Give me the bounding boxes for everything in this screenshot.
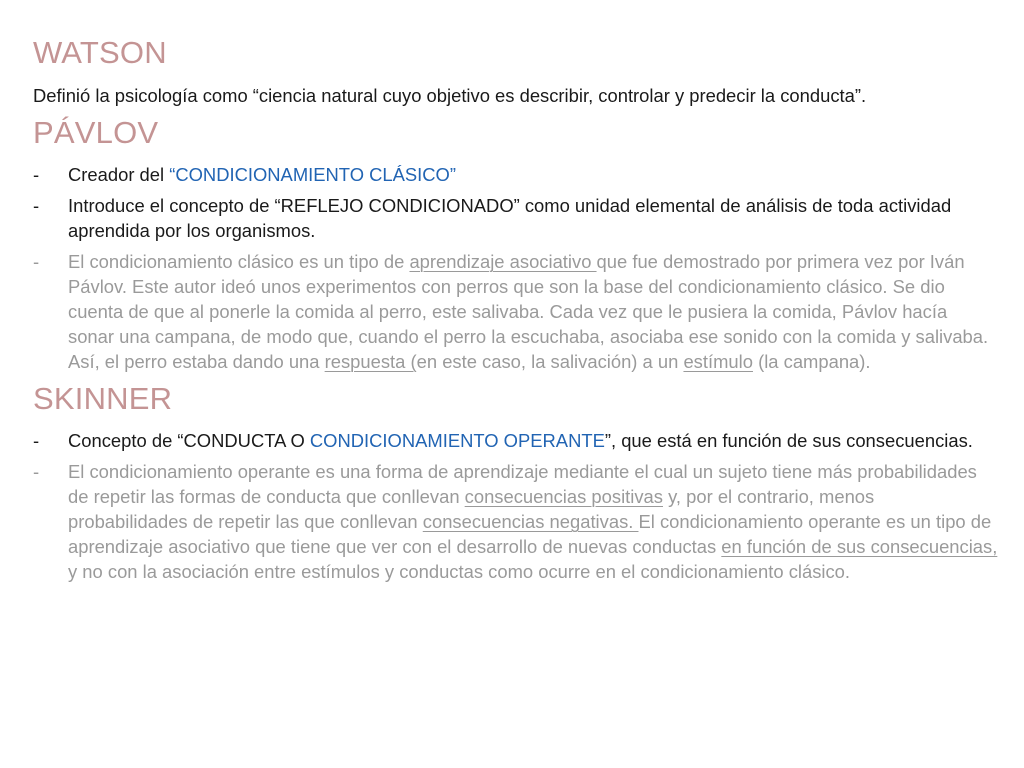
consequences-function-link[interactable]: en función de sus consecuencias, (721, 536, 998, 557)
skinner-concept-text-2: ”, que está en función de sus consecuencias. (604, 430, 973, 451)
bullet-dash: - (33, 251, 40, 272)
negative-consequences-link[interactable]: consecuencias negativas. (422, 511, 639, 532)
classical-conditioning-highlight: “CONDICIONAMIENTO CLÁSICO” (169, 164, 456, 185)
skinner-explanation-text-3: El condicionamiento operante es un tipo de aprendizaje asociativo que tiene que ver con el desarrollo de nuevas conductas (68, 511, 992, 557)
pavlov-reflex-text: Introduce el concepto de “REFLEJO CONDICIONADO” como unidad elemental de análisis de toda actividad aprendida por los organismos. (68, 195, 952, 241)
bullet-dash: - (33, 195, 40, 216)
skinner-explanation-text-1: El condicionamiento operante es una forma de aprendizaje mediante el cual un sujeto tiene más probabilidades de repetir las formas de conducta que conllevan (68, 461, 977, 507)
operant-conditioning-highlight: CONDICIONAMIENTO OPERANTE (309, 430, 605, 451)
bullet-dash: - (33, 430, 40, 451)
section-title-watson: WATSON (33, 35, 167, 70)
skinner-concept-text-1: Concepto de “CONDUCTA O (68, 430, 310, 451)
pavlov-explanation-text-1: El condicionamiento clásico es un tipo de (68, 251, 410, 272)
pavlov-bullet-explanation (33, 249, 998, 374)
pavlov-creator-text: Creador del (68, 164, 170, 185)
section-title-skinner: SKINNER (33, 381, 173, 416)
skinner-bullet-explanation (33, 459, 998, 584)
stimulus-link[interactable]: estímulo (683, 351, 753, 372)
positive-consequences-link[interactable]: consecuencias positivas (464, 486, 663, 507)
pavlov-explanation-text-3: en este caso, la salivación) a un (416, 351, 684, 372)
bullet-dash: - (33, 461, 40, 482)
pavlov-explanation-text-4: (la campana). (752, 351, 871, 372)
watson-definition: Definió la psicología como “ciencia natural cuyo objetivo es describir, controlar y predecir la conducta”. (33, 85, 867, 106)
associative-learning-link[interactable]: aprendizaje asociativo (409, 251, 597, 272)
skinner-explanation-text-2: y, por el contrario, menos probabilidades de repetir las que conllevan (68, 486, 875, 532)
pavlov-explanation-text-2: que fue demostrado por primera vez por Iván Pávlov. Este autor ideó unos experimentos con perros que son la base del condicionamiento clásico. Se dio cuenta de que al ponerle la comida al perro, este salivaba. Cada vez que le pusiera la comida, Pávlov hacía sonar una campana, de modo que, cuando el perro la escuchaba, asociaba ese sonido con la comida y salivaba. Así, el perro estaba dando una (68, 251, 989, 372)
skinner-explanation-text-4: y no con la asociación entre estímulos y conductas como ocurre en el condicionamiento clásico. (68, 561, 851, 582)
bullet-dash: - (33, 164, 40, 185)
pavlov-bullet-reflex (33, 193, 998, 243)
slide-content (33, 36, 998, 590)
skinner-bullet-concept (33, 428, 998, 453)
response-link[interactable]: respuesta ( (324, 351, 417, 372)
pavlov-bullet-creator (33, 162, 998, 187)
section-title-pavlov: PÁVLOV (33, 115, 159, 150)
